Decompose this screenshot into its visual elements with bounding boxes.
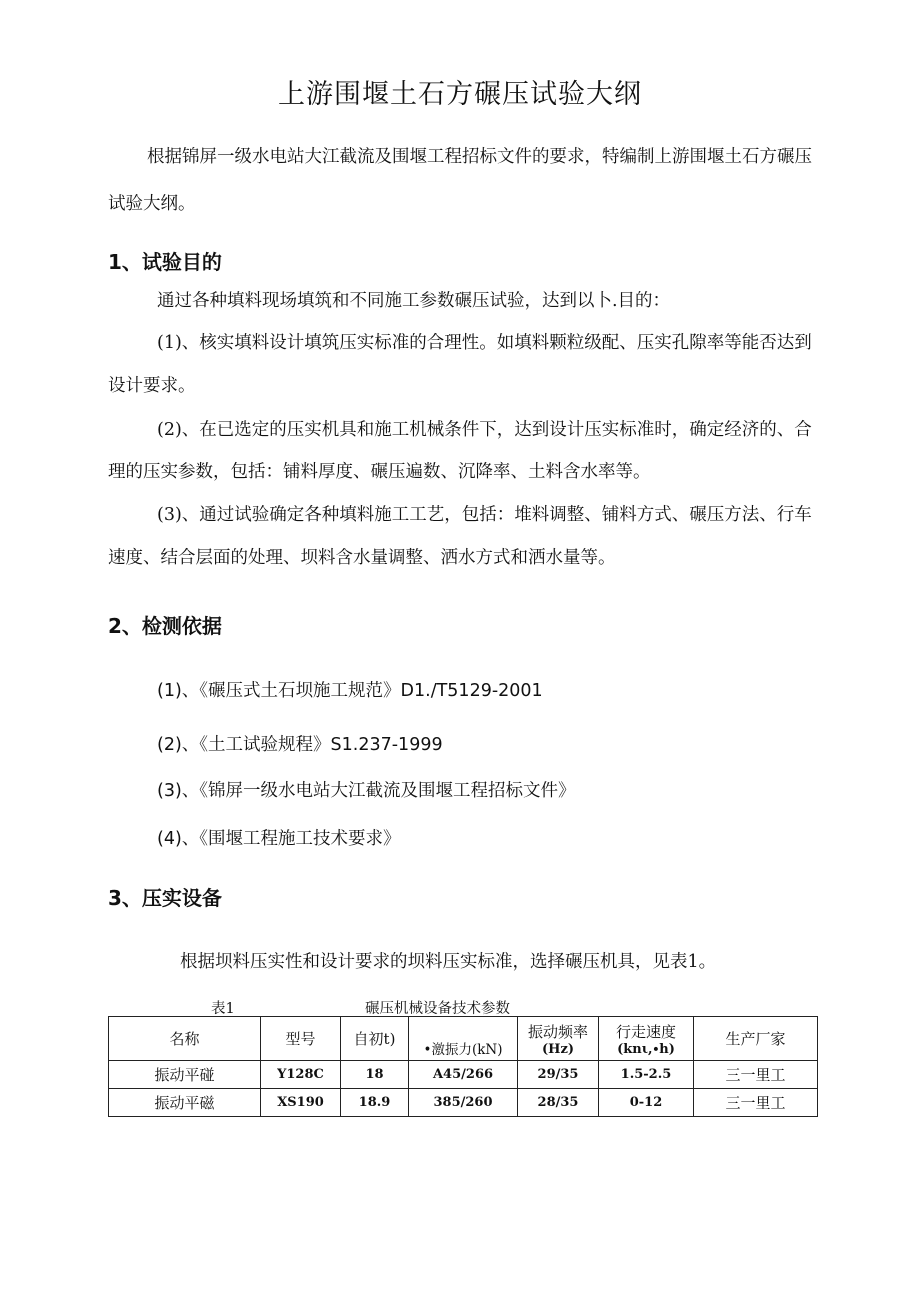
row-name: 振动平磁 — [109, 1089, 261, 1117]
purpose-item-3-line2: 速度、结合层面的处理、坝料含水量调整、洒水方式和洒水量等。 — [108, 548, 616, 568]
purpose-item-2-line2: 理的压实参数，包括：铺料厚度、碾压遍数、沉降率、土料含水率等。 — [108, 462, 651, 482]
purpose-item-2-line1: (2)、在已选定的压实机具和施工机械条件下，达到设计压实标准时，确定经济的、合 — [157, 420, 812, 440]
header-maker: 生产厂家 — [694, 1017, 818, 1061]
table-caption: 碾压机械设备技术参数 — [365, 1001, 510, 1017]
row-maker: 三一里工 — [694, 1089, 818, 1117]
table-row — [109, 1089, 818, 1117]
row-maker: 三一里工 — [694, 1061, 818, 1089]
reference-item: (3)、《锦屏一级水电站大江截流及围堰工程招标文件》 — [157, 781, 576, 801]
equipment-spec-table — [108, 1016, 818, 1117]
table-header-row — [109, 1017, 818, 1061]
section-1-lead: 通过各种填料现场填筑和不同施工参数碾压试验，达到以卜.目的： — [157, 291, 671, 311]
header-model: 型号 — [261, 1017, 341, 1061]
page-title: 上游围堰土石方碾压试验大纲 — [278, 79, 642, 110]
row-frequency: 29/35 — [518, 1061, 599, 1089]
row-model: XS190 — [261, 1089, 341, 1117]
header-frequency-line1: 振动频率 — [527, 1022, 588, 1041]
row-speed: 1.5-2.5 — [599, 1061, 694, 1089]
header-speed-line2: (knι,∙h) — [617, 1041, 675, 1057]
header-weight: 自初t) — [341, 1017, 409, 1061]
header-name: 名称 — [109, 1017, 261, 1061]
reference-item: (2)、《土工试验规程》S1.237-1999 — [157, 735, 443, 755]
reference-item: (1)、《碾压式土石坝施工规范》D1./T5129-2001 — [157, 681, 543, 701]
section-1-heading: 1、试验目的 — [108, 250, 222, 274]
purpose-item-1-line2: 设计要求。 — [108, 376, 196, 396]
row-model: Y128C — [261, 1061, 341, 1089]
intro-line-2: 试验大纲。 — [108, 194, 196, 214]
header-frequency-line2: (Hz) — [542, 1041, 574, 1057]
intro-line-1: 根据锦屏一级水电站大江截流及围堰工程招标文件的要求，特编制上游围堰土石方碾压 — [147, 147, 812, 167]
header-speed-line1: 行走速度 — [615, 1022, 676, 1041]
table-row — [109, 1061, 818, 1089]
purpose-item-1-line1: (1)、核实填料设计填筑压实标准的合理性。如填料颗粒级配、压实孔隙率等能否达到 — [157, 333, 812, 353]
row-weight: 18 — [341, 1061, 409, 1089]
header-force — [409, 1017, 518, 1061]
row-frequency: 28/35 — [518, 1089, 599, 1117]
section-3-heading: 3、压实设备 — [108, 886, 222, 910]
row-force: 385/260 — [409, 1089, 518, 1117]
row-weight: 18.9 — [341, 1089, 409, 1117]
table-label: 表1 — [211, 1001, 235, 1017]
section-3-lead: 根据坝料压实性和设计要求的坝料压实标准，选择碾压机具，见表1。 — [180, 952, 717, 972]
section-2-heading: 2、检测依据 — [108, 614, 222, 638]
row-force: A45/266 — [409, 1061, 518, 1089]
purpose-item-3-line1: (3)、通过试验确定各种填料施工工艺，包括：堆料调整、铺料方式、碾压方法、行车 — [157, 505, 812, 525]
row-speed: 0-12 — [599, 1089, 694, 1117]
header-frequency — [518, 1017, 599, 1061]
header-speed — [599, 1017, 694, 1061]
reference-item: (4)、《围堰工程施工技术要求》 — [157, 829, 401, 849]
row-name: 振动平碰 — [109, 1061, 261, 1089]
header-force-text: •激振力(kN) — [423, 1041, 503, 1058]
